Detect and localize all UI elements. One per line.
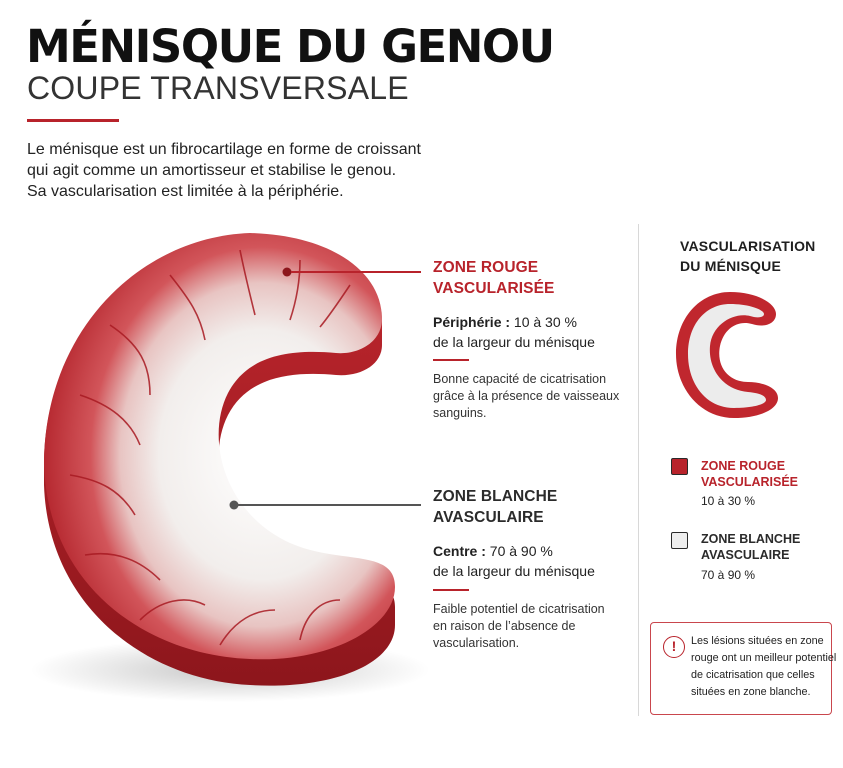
red-zone-leader-line xyxy=(291,271,421,273)
red-zone-percentage: Périphérie : 10 à 30 % de la largeur du ménisque xyxy=(433,314,595,350)
white-zone-leader-line xyxy=(238,504,421,506)
page-title: MÉNISQUE DU GENOU xyxy=(26,20,554,73)
intro-paragraph xyxy=(27,139,421,202)
page-subtitle: COUPE TRANSVERSALE xyxy=(27,70,409,106)
white-zone-title: ZONE BLANCHE AVASCULAIRE xyxy=(433,488,558,526)
legend-label-red: ZONE ROUGE VASCULARISÉE xyxy=(701,459,799,489)
white-zone-description: Faible potentiel de cicatrisation en raison de l’absence de vascularisation. xyxy=(433,602,605,650)
title-underline xyxy=(27,119,119,122)
red-zone-title: ZONE ROUGE VASCULARISÉE xyxy=(433,259,555,297)
white-zone-percentage: Centre : 70 à 90 % de la largeur du ménisque xyxy=(433,543,595,579)
clinical-note-box xyxy=(650,622,837,715)
sidebar-divider xyxy=(638,224,639,716)
intro-line: Sa vascularisation est limitée à la périphérie. xyxy=(27,183,344,200)
red-zone-description: Bonne capacité de cicatrisation grâce à la présence de vaisseaux sanguins. xyxy=(433,372,620,420)
white-zone-divider xyxy=(433,589,469,591)
legend-swatch-white xyxy=(671,532,688,549)
red-zone-divider xyxy=(433,359,469,361)
legend-pct-red: 10 à 30 % xyxy=(701,494,756,508)
intro-line: Le ménisque est un fibrocartilage en forme de croissant xyxy=(27,141,421,158)
meniscus-illustration xyxy=(0,215,470,735)
legend-swatch-red xyxy=(671,458,688,475)
intro-line: qui agit comme un amortisseur et stabilise le genou. xyxy=(27,162,397,179)
sidebar-title: VASCULARISATION DU MÉNISQUE xyxy=(680,238,816,274)
legend-pct-white: 70 à 90 % xyxy=(701,568,756,582)
mini-meniscus-diagram xyxy=(668,284,788,424)
clinical-note-text: Les lésions situées en zone rouge ont un meilleur potentiel de cicatrisation que celles situées en zone blanche. xyxy=(691,635,837,698)
legend-label-white: ZONE BLANCHE AVASCULAIRE xyxy=(701,532,801,562)
exclamation-icon: ! xyxy=(663,636,685,658)
